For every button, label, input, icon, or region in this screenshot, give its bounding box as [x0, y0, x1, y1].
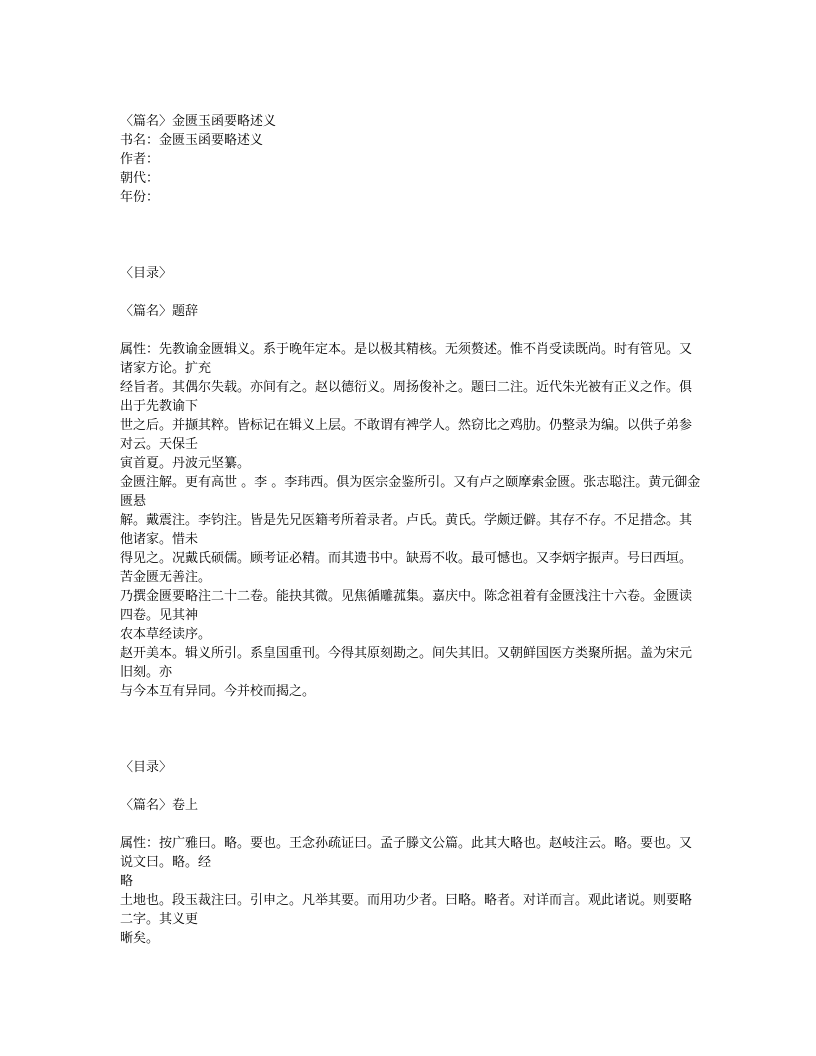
author-line: 作者：	[120, 152, 160, 167]
text-line: 农本草经读序。	[120, 627, 212, 642]
text-line: 寅首夏。丹波元坚纂。	[120, 456, 251, 471]
spacer	[120, 283, 704, 302]
text-line: 土地也。段玉裁注曰。引申之。凡举其要。而用功少者。曰略。略者。对详而言。观此诸说。则要略二字。其义更	[120, 893, 693, 927]
dynasty-line: 朝代：	[120, 171, 160, 186]
chapter-title: 〈篇名〉题辞	[120, 304, 199, 319]
spacer	[120, 207, 704, 264]
text-line: 世之后。并撷其粹。皆标记在辑义上层。不敢谓有裨学人。然窃比之鸡肋。仍整录为编。以供子弟参对云。天保壬	[120, 418, 693, 452]
chapter-title: 〈篇名〉卷上	[120, 798, 199, 813]
text-line: 赵开美本。辑义所引。系皇国重刊。今得其原刻勘之。间失其旧。又朝鲜国医方类聚所据。盖为宋元旧刻。亦	[120, 646, 693, 680]
text-line: 得见之。况戴氏硕儒。顾考证必精。而其遗书中。缺焉不收。最可憾也。又李炳字振声。号曰西垣。苦金匮无善注。	[120, 551, 693, 585]
text-line: 解。戴震注。李钧注。皆是先兄医籍考所着录者。卢氏。黄氏。学颇迂僻。其存不存。不足措念。其他诸家。惜未	[120, 513, 693, 547]
text-line: 经旨者。其偶尔失载。亦间有之。赵以德衍义。周扬俊补之。题曰二注。近代朱光被有正义之作。俱出于先教谕下	[120, 380, 693, 414]
text-line: 与今本互有异同。今并校而揭之。	[120, 684, 316, 699]
year-line: 年份：	[120, 190, 160, 205]
spacer	[120, 777, 704, 796]
book-name-line: 书名：金匮玉函要略述义	[120, 133, 264, 148]
text-line: 晰矣。	[120, 931, 160, 946]
section-body	[120, 834, 704, 948]
text-line: 乃撰金匮要略注二十二卷。能抉其微。见焦循雕菰集。嘉庆中。陈念祖着有金匮浅注十六卷。金匮读四卷。见其神	[120, 589, 693, 623]
text-line: 金匮注解。更有高世 。李 。李玮西。俱为医宗金鉴所引。又有卢之颐摩索金匮。张志聪注。黄元御金匮悬	[120, 475, 701, 509]
toc-heading: 〈目录〉	[120, 266, 173, 281]
title-line: 〈篇名〉金匮玉函要略述义	[120, 114, 277, 129]
spacer	[120, 701, 704, 758]
document-page	[120, 112, 704, 948]
spacer	[120, 321, 704, 340]
text-line: 属性：按广雅曰。略。要也。王念孙疏证曰。孟子滕文公篇。此其大略也。赵岐注云。略。要也。又说文曰。略。经	[120, 836, 693, 870]
text-line: 略	[120, 874, 134, 889]
text-line: 属性：先教谕金匮辑义。系于晚年定本。是以极其精核。无须赘述。惟不肖受读既尚。时有管见。又诸家方论。扩充	[120, 342, 693, 376]
section-body	[120, 340, 704, 701]
spacer	[120, 815, 704, 834]
toc-heading: 〈目录〉	[120, 760, 173, 775]
